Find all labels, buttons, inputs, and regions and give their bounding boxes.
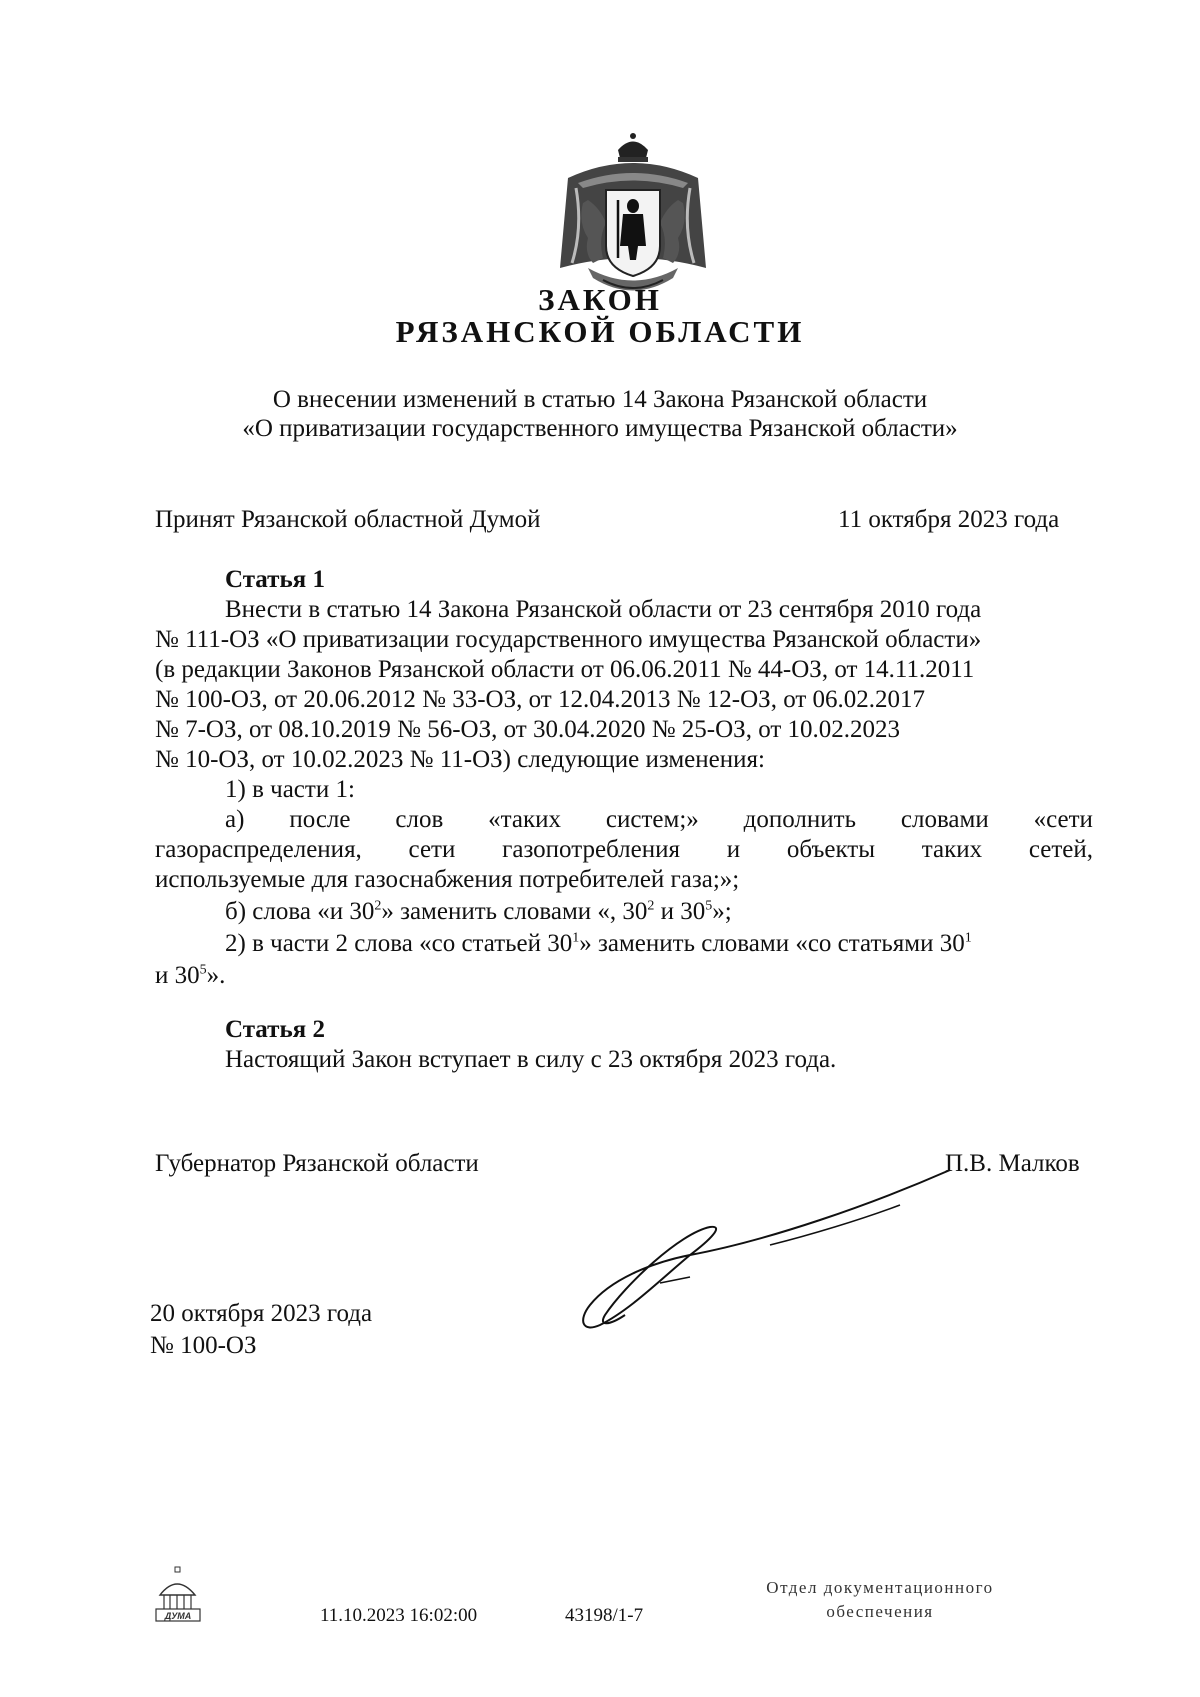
article2-heading: Статья 2 (225, 1016, 325, 1043)
superscript: 1 (964, 930, 972, 946)
article1-item1a-line2 (155, 836, 1093, 864)
adopted-date: 11 октября 2023 года (838, 506, 1060, 533)
word: сетей, (1028, 836, 1093, 863)
text-run: ». (206, 962, 226, 989)
issue-date: 20 октября 2023 года (150, 1300, 373, 1327)
word: «таких (488, 806, 562, 833)
word: объекты (786, 836, 876, 863)
text-run (225, 930, 972, 958)
article1-line (155, 716, 1093, 744)
article1-heading: Статья 1 (225, 566, 325, 593)
word: а) (225, 806, 245, 833)
coat-of-arms-emblem (548, 128, 718, 303)
superscript: 2 (647, 898, 655, 914)
law-subject-line1: О внесении изменений в статью 14 Закона Рязанской области (272, 386, 928, 413)
article1-item1: 1) в части 1: (225, 776, 355, 803)
word: дополнить (743, 806, 856, 833)
law-region-title: РЯЗАНСКОЙ ОБЛАСТИ (395, 314, 805, 349)
text-run: и 30 (654, 898, 706, 925)
article2-text: Настоящий Закон вступает в силу с 23 октября 2023 года. (225, 1046, 837, 1073)
article1-line: Внести в статью 14 Закона Рязанской области от 23 сентября 2010 года (225, 596, 982, 623)
footer-reg-number: 43198/1-7 (565, 1605, 644, 1626)
article1-line-text: № 111-ОЗ «О приватизации государственного имущества Рязанской области» (155, 626, 982, 653)
article1-line: № 10-ОЗ, от 10.02.2023 № 11-ОЗ) следующие изменения: (155, 746, 765, 773)
law-number: № 100-ОЗ (150, 1332, 257, 1359)
law-title: ЗАКОН (538, 282, 662, 317)
text-run: б) слова «и 30 (225, 898, 375, 925)
article1-item2 (225, 930, 1093, 958)
word: слов (395, 806, 444, 833)
text-run: 2) в части 2 слова «со статьей 30 (225, 930, 573, 957)
word: газораспределения, (155, 836, 362, 863)
superscript: 5 (705, 898, 713, 914)
text-run: » заменить словами «, 30 (381, 898, 648, 925)
word: и (726, 836, 741, 863)
word: «сети (1033, 806, 1093, 833)
adopted-by: Принят Рязанской областной Думой (155, 506, 541, 533)
article1-item2-line2 (155, 962, 225, 990)
word: словами (900, 806, 989, 833)
article1-line (155, 656, 1093, 684)
signatory-name: П.В. Малков (945, 1150, 1080, 1177)
superscript: 2 (374, 898, 382, 914)
text-run: » заменить словами «со статьями 30 (579, 930, 965, 957)
article1-item1b (225, 898, 732, 926)
superscript: 1 (572, 930, 580, 946)
article1-line-text: № 100-ОЗ, от 20.06.2012 № 33-ОЗ, от 12.04.2013 № 12-ОЗ, от 06.02.2017 (155, 686, 926, 713)
article1-item1a-line1 (225, 806, 1093, 834)
department-stamp-line1: Отдел документационного (766, 1578, 994, 1597)
word: сети (408, 836, 456, 863)
superscript: 5 (199, 962, 207, 978)
footer-timestamp: 11.10.2023 16:02:00 (320, 1605, 478, 1626)
article1-item1a-line3: используемые для газоснабжения потребителей газа;»; (155, 866, 740, 893)
signatory-position: Губернатор Рязанской области (155, 1150, 479, 1177)
duma-logo-icon (150, 1565, 205, 1625)
duma-logo-text: ДУМА (164, 1611, 192, 1621)
department-stamp-line2: обеспечения (826, 1602, 934, 1621)
word: таких (921, 836, 983, 863)
article1-line-text: № 7-ОЗ, от 08.10.2019 № 56-ОЗ, от 30.04.2020 № 25-ОЗ, от 10.02.2023 (155, 716, 901, 743)
word: после (289, 806, 351, 833)
law-subject-line2: «О приватизации государственного имущества Рязанской области» (242, 415, 958, 442)
article1-line (155, 686, 1093, 714)
word: систем;» (605, 806, 699, 833)
handwritten-signature (570, 1165, 960, 1345)
article1-line (155, 626, 1093, 654)
article1-line-text: (в редакции Законов Рязанской области от 06.06.2011 № 44-ОЗ, от 14.11.2011 (155, 656, 975, 683)
text-run: »; (712, 898, 732, 925)
text-run: и 30 (155, 962, 200, 989)
word: газопотребления (502, 836, 680, 863)
